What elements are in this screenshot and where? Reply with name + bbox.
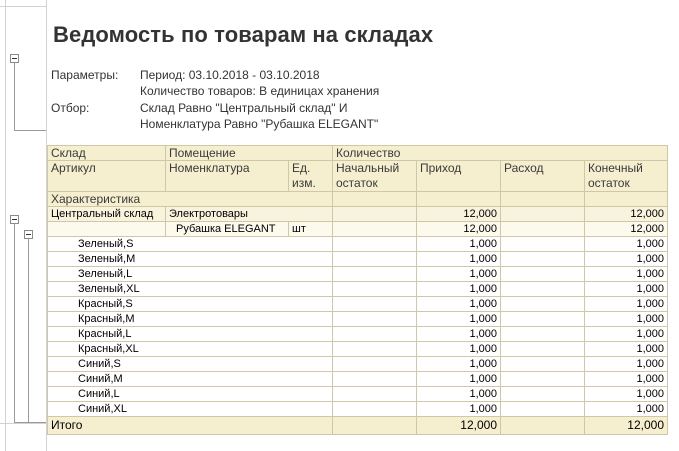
opening-cell <box>333 267 417 282</box>
total-label: Итого <box>48 417 333 435</box>
expense-cell <box>501 282 585 297</box>
income-cell: 1,000 <box>417 252 501 267</box>
opening-cell <box>333 237 417 252</box>
closing-cell: 1,000 <box>585 402 668 417</box>
characteristic-cell: Зеленый,XL <box>48 282 333 297</box>
group-warehouse: Центральный склад <box>48 207 166 222</box>
characteristic-cell: Синий,L <box>48 387 333 402</box>
filter-line-2: Номенклатура Равно "Рубашка ELEGANT" <box>140 117 379 131</box>
income-cell: 1,000 <box>417 342 501 357</box>
characteristic-cell: Зеленый,L <box>48 267 333 282</box>
opening-cell <box>333 327 417 342</box>
item-unit: шт <box>289 222 333 237</box>
table-row[interactable] <box>48 282 668 297</box>
opening-cell <box>333 402 417 417</box>
income-cell: 1,000 <box>417 312 501 327</box>
expense-cell <box>501 357 585 372</box>
header-expense: Расход <box>501 161 585 192</box>
closing-cell: 1,000 <box>585 327 668 342</box>
table-row[interactable] <box>48 402 668 417</box>
expense-cell <box>501 252 585 267</box>
table-row[interactable] <box>48 237 668 252</box>
closing-cell: 1,000 <box>585 387 668 402</box>
report-title: Ведомость по товарам на складах <box>53 22 434 47</box>
header-row-3 <box>48 192 668 207</box>
header-income: Приход <box>417 161 501 192</box>
income-cell: 1,000 <box>417 387 501 402</box>
income-cell: 1,000 <box>417 372 501 387</box>
table-row[interactable] <box>48 267 668 282</box>
table-row[interactable] <box>48 252 668 267</box>
expense-cell <box>501 312 585 327</box>
income-cell: 1,000 <box>417 402 501 417</box>
table-row[interactable] <box>48 372 668 387</box>
opening-cell <box>333 252 417 267</box>
header-opening: Начальный остаток <box>333 161 417 192</box>
income-cell: 1,000 <box>417 282 501 297</box>
header-row-2 <box>48 161 668 192</box>
opening-cell <box>333 357 417 372</box>
opening-cell <box>333 372 417 387</box>
expense-cell <box>501 327 585 342</box>
characteristic-cell: Зеленый,M <box>48 252 333 267</box>
header-closing: Конечный остаток <box>585 161 668 192</box>
group-closing: 12,000 <box>585 207 668 222</box>
opening-cell <box>333 282 417 297</box>
table-row[interactable] <box>48 297 668 312</box>
income-cell: 1,000 <box>417 267 501 282</box>
closing-cell: 1,000 <box>585 252 668 267</box>
header-nomenclature: Номенклатура <box>166 161 289 192</box>
closing-cell: 1,000 <box>585 312 668 327</box>
header-characteristic: Характеристика <box>48 192 333 207</box>
table-row[interactable] <box>48 387 668 402</box>
characteristic-cell: Красный,L <box>48 327 333 342</box>
closing-cell: 1,000 <box>585 357 668 372</box>
total-income: 12,000 <box>417 417 501 435</box>
table-row[interactable] <box>48 312 668 327</box>
quantity-setting-text: Количество товаров: В единицах хранения <box>140 84 380 98</box>
characteristic-cell: Красный,S <box>48 297 333 312</box>
expense-cell <box>501 297 585 312</box>
total-closing: 12,000 <box>585 417 668 435</box>
income-cell: 1,000 <box>417 327 501 342</box>
table-row[interactable] <box>48 342 668 357</box>
expense-cell <box>501 342 585 357</box>
closing-cell: 1,000 <box>585 282 668 297</box>
closing-cell: 1,000 <box>585 237 668 252</box>
filter-label: Отбор: <box>51 101 90 115</box>
expense-cell <box>501 402 585 417</box>
expense-cell <box>501 387 585 402</box>
opening-cell <box>333 342 417 357</box>
characteristic-cell: Зеленый,S <box>48 237 333 252</box>
characteristic-cell: Синий,M <box>48 372 333 387</box>
filter-line-1: Склад Равно "Центральный склад" И <box>140 101 348 115</box>
expense-cell <box>501 372 585 387</box>
expense-cell <box>501 267 585 282</box>
parameters-label: Параметры: <box>51 68 119 82</box>
report-table <box>47 145 668 435</box>
item-closing: 12,000 <box>585 222 668 237</box>
group-row[interactable] <box>48 207 668 222</box>
closing-cell: 1,000 <box>585 297 668 312</box>
period-text: Период: 03.10.2018 - 03.10.2018 <box>140 68 320 82</box>
characteristic-cell: Синий,S <box>48 357 333 372</box>
opening-cell <box>333 297 417 312</box>
characteristic-cell: Синий,XL <box>48 402 333 417</box>
opening-cell <box>333 387 417 402</box>
item-income: 12,000 <box>417 222 501 237</box>
total-row <box>48 417 668 435</box>
closing-cell: 1,000 <box>585 342 668 357</box>
header-article: Артикул <box>48 161 166 192</box>
grouping-gutter <box>0 0 46 451</box>
table-row[interactable] <box>48 327 668 342</box>
header-unit: Ед. изм. <box>289 161 333 192</box>
group-room: Электротовары <box>166 207 333 222</box>
collapse-item-icon[interactable] <box>24 230 33 239</box>
opening-cell <box>333 312 417 327</box>
header-room: Помещение <box>166 146 333 161</box>
collapse-header-icon[interactable] <box>10 54 19 63</box>
item-name: Рубашка ELEGANT <box>166 222 289 237</box>
characteristic-cell: Красный,XL <box>48 342 333 357</box>
header-row-1 <box>48 146 668 161</box>
header-quantity: Количество <box>333 146 668 161</box>
collapse-group-icon[interactable] <box>10 215 19 224</box>
table-row[interactable] <box>48 357 668 372</box>
closing-cell: 1,000 <box>585 372 668 387</box>
income-cell: 1,000 <box>417 357 501 372</box>
characteristic-cell: Красный,M <box>48 312 333 327</box>
income-cell: 1,000 <box>417 297 501 312</box>
group-income: 12,000 <box>417 207 501 222</box>
header-warehouse: Склад <box>48 146 166 161</box>
expense-cell <box>501 237 585 252</box>
closing-cell: 1,000 <box>585 267 668 282</box>
income-cell: 1,000 <box>417 237 501 252</box>
item-row[interactable] <box>48 222 668 237</box>
